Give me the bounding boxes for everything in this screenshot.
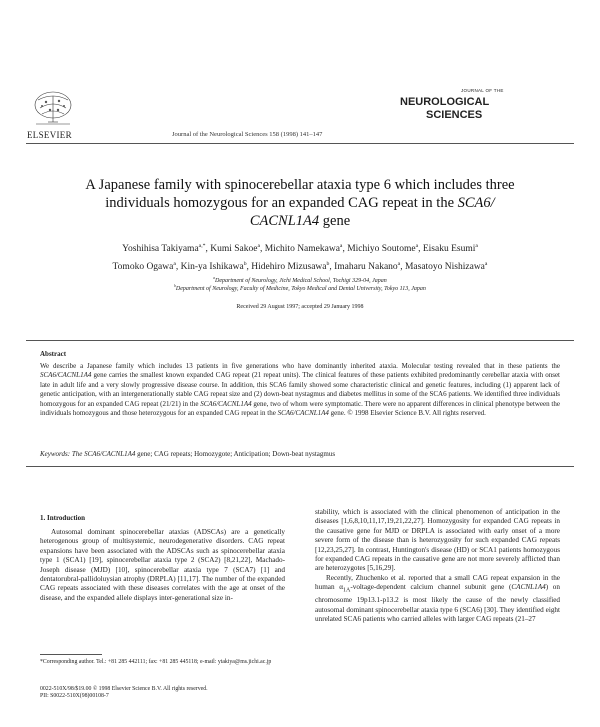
author-name: Hidehiro Mizusawa xyxy=(251,262,327,273)
publisher-name: ELSEVIER xyxy=(27,130,72,140)
keywords-list: gene; CAG repeats; Homozygote; Anticipation; Down-beat nystagmus xyxy=(135,450,336,458)
author-name: Kumi Sakoe xyxy=(210,244,258,255)
author-name: Michiyo Soutome xyxy=(347,244,416,255)
title-line-2-text: individuals homozygous for an expanded CAG repeat in the xyxy=(105,195,458,211)
affiliation-b-text: Department of Neurology, Faculty of Medicine, Tokyo Medical and Dental University, Tokyo 113, Japan xyxy=(175,286,426,292)
author-affiliation-marker: a xyxy=(173,261,176,268)
title-gene-part2: CACNL1A4 xyxy=(249,213,320,229)
journal-title-line1: NEUROLOGICAL xyxy=(400,96,490,108)
abstract-bottom-rule xyxy=(26,466,574,467)
copyright-line: 0022-510X/98/$19.00 © 1998 Elsevier Science B.V. All rights reserved. xyxy=(40,686,208,692)
abstract-text-3: gene, two of whom were symptomatic. There were no apparent differences in clinical phenotype between the individuals homozygous and those heterozygous for an expanded CAG repeat in the xyxy=(40,399,560,418)
affiliation-b xyxy=(40,284,560,292)
affiliation-b-marker: b xyxy=(174,284,176,288)
intro-p2-gene: CACNL1A4 xyxy=(511,583,546,592)
intro-paragraph-2 xyxy=(315,574,560,624)
abstract-text-2: gene carries the smallest known expanded CAG repeat (21 repeat units). The clinical features of these patients exhibited predominantly cerebellar ataxia with onset late in adult life and a very slowly progressive disease course. In addition, this SCA6 family showed some characteristic clinical and genetic features, including (1) apparent lack of genetic anticipation, with an intergenerationally stable CAG repeat size and (2) down-beat nystagmus and diabetes mellitus in some of the SCA6 patients. We identified three individuals homozygous for an expanded CAG repeat (21/21) in the xyxy=(40,371,560,408)
author-name: Tomoko Ogawa xyxy=(112,262,174,273)
title-line-1: A Japanese family with spinocerebellar ataxia type 6 which includes three xyxy=(85,177,515,193)
author-affiliation-marker: a xyxy=(475,243,478,249)
intro-p2-text-a: Recently, Zhuchenko et al. reported that a small CAG repeat expansion in the human α xyxy=(315,573,560,592)
author-affiliation-marker: a xyxy=(339,243,343,249)
intro-paragraph-1-cont: stability, which is associated with the clinical phenomenon of anticipation in the diseases [1,6,8,10,11,17,19,21,22,27]. Homozygosity for expanded CAG repeats in the causative gene for MJD or DRPLA is associated with early onset of a more severe form of the disease than is heterozygosity for such expanded CAG repeats [12,23,25,27]. In contrast, Huntington's disease (HD) or SCA1 patients homozygous for expanded CAG repeats in the causative gene are not more severely afflicted than are heterozygotes [5,16,29]. xyxy=(315,508,560,573)
copyright-block xyxy=(40,686,290,701)
abstract-gene-1: SCA6/CACNL1A4 xyxy=(40,371,92,380)
title-line-3 xyxy=(20,212,580,230)
author-name: Yoshihisa Takiyama xyxy=(122,244,199,255)
received-dates: Received 29 August 1997; accepted 29 January 1998 xyxy=(236,304,364,310)
footnote-rule xyxy=(40,654,102,655)
intro-p2-subscript: 1A xyxy=(343,587,351,594)
authors-line-1: Yoshihisa Takiyama$^{a,*}$, Kumi Sakoe$^a$, Michito Namekawa$^a$, Michiyo Soutome$^a$, Eisaku Esumi$^a$ xyxy=(122,243,478,255)
keywords-gene: The SCA6/CACNL1A4 xyxy=(71,450,136,458)
body-column-right xyxy=(315,508,560,624)
pii-line: PII: S0022-510X(98)00108-7 xyxy=(40,693,109,700)
title-gene-part1: SCA6/ xyxy=(457,195,495,211)
author-affiliation-marker: a xyxy=(484,261,488,268)
author-name: Masatoyo Nishizawa xyxy=(404,262,485,273)
author-list xyxy=(40,239,560,275)
abstract-body xyxy=(40,362,560,418)
journal-citation: Journal of the Neurological Sciences 158 (1998) 141–147 xyxy=(172,131,323,138)
keywords xyxy=(40,450,560,458)
journal-title-small: JOURNAL OF THE xyxy=(461,88,504,93)
author-affiliation-marker: b xyxy=(243,261,247,268)
abstract-heading: Abstract xyxy=(40,350,67,358)
author-affiliation-marker: a xyxy=(397,261,401,268)
keywords-label: Keywords: xyxy=(40,450,72,458)
title-line-2 xyxy=(20,194,580,212)
affiliation-a xyxy=(40,276,560,284)
abstract-gene-2: SCA6/CACNL1A4 xyxy=(200,399,252,408)
intro-p2-text-c: ) on chromosome 19p13.1-p13.2 is most likely the cause of the newly classified autosomal dominant spinocerebellar ataxia type 6 (SCA6) [30]. They identified eight unrelated SCA6 patients who carried alleles with larger CAG repeats (21–27 xyxy=(315,583,560,623)
abstract-top-rule xyxy=(26,340,574,341)
author-name: Michito Namekawa xyxy=(264,244,340,255)
abstract-text-1: We describe a Japanese family which includes 13 patients in five generations who have dominantly inherited ataxia. Molecular testing revealed that in these patients the xyxy=(40,362,560,370)
elsevier-logo-tree xyxy=(28,88,78,128)
author-affiliation-marker: a xyxy=(257,243,260,249)
journal-title-line2: SCIENCES xyxy=(426,109,483,121)
article-title xyxy=(20,176,580,230)
author-name: Imaharu Nakano xyxy=(334,262,398,273)
author-affiliation-marker: a,* xyxy=(198,243,206,249)
body-column-left xyxy=(40,528,285,603)
section-heading-introduction: 1. Introduction xyxy=(40,514,85,522)
author-affiliation-marker: b xyxy=(326,261,330,268)
title-line-3-text: gene xyxy=(319,213,351,229)
author-name: Eisaku Esumi xyxy=(422,244,476,255)
authors-line-2: Tomoko Ogawa$^a$, Kin-ya Ishikawa$^b$, Hidehiro Mizusawa$^b$, Imaharu Nakano$^a$, Masatoyo Nishizawa$^a$ xyxy=(112,261,488,273)
abstract-text-4: gene. © 1998 Elsevier Science B.V. All rights reserved. xyxy=(328,409,486,418)
intro-paragraph-1: Autosomal dominant spinocerebellar ataxias (ADSCAs) are a genetically heterogenous group of multisystemic, neurodegenerative disorders. CAG repeat expansions have been associated with the ADSCAs such as spinocerebellar ataxia type 1 (SCA1) [19], spinocerebellar ataxia type 2 (SCA2) [8,21,22], Machado-Joseph disease (MJD) [10], spinocerebellar ataxia type 7 (SCA7) [1] and dentatorubral-pallidoluysian atrophy (DRPLA) [11,17]. The number of the expanded CAG repeats associated with these diseases correlates with the age at onset of the disease, and the expanded allele displays inter-generational size in- xyxy=(40,528,285,602)
author-name: Kin-ya Ishikawa xyxy=(180,262,244,273)
affiliation-a-text: Department of Neurology, Jichi Medical School, Tochigi 329-04, Japan xyxy=(215,278,387,284)
author-affiliation-marker: a xyxy=(415,243,419,249)
affiliation-a-marker: a xyxy=(213,276,216,280)
abstract-gene-3: SCA6/CACNL1A4 xyxy=(277,409,329,418)
corresponding-author-footnote: *Corresponding author. Tel.: +81 285 442111; fax: +81 285 445118; e-mail: ytakiya@ms.jichi.ac.jp xyxy=(40,659,272,665)
header-rule xyxy=(26,143,574,144)
intro-p2-text-b: -voltage-dependent calcium channel subunit gene ( xyxy=(350,583,512,592)
